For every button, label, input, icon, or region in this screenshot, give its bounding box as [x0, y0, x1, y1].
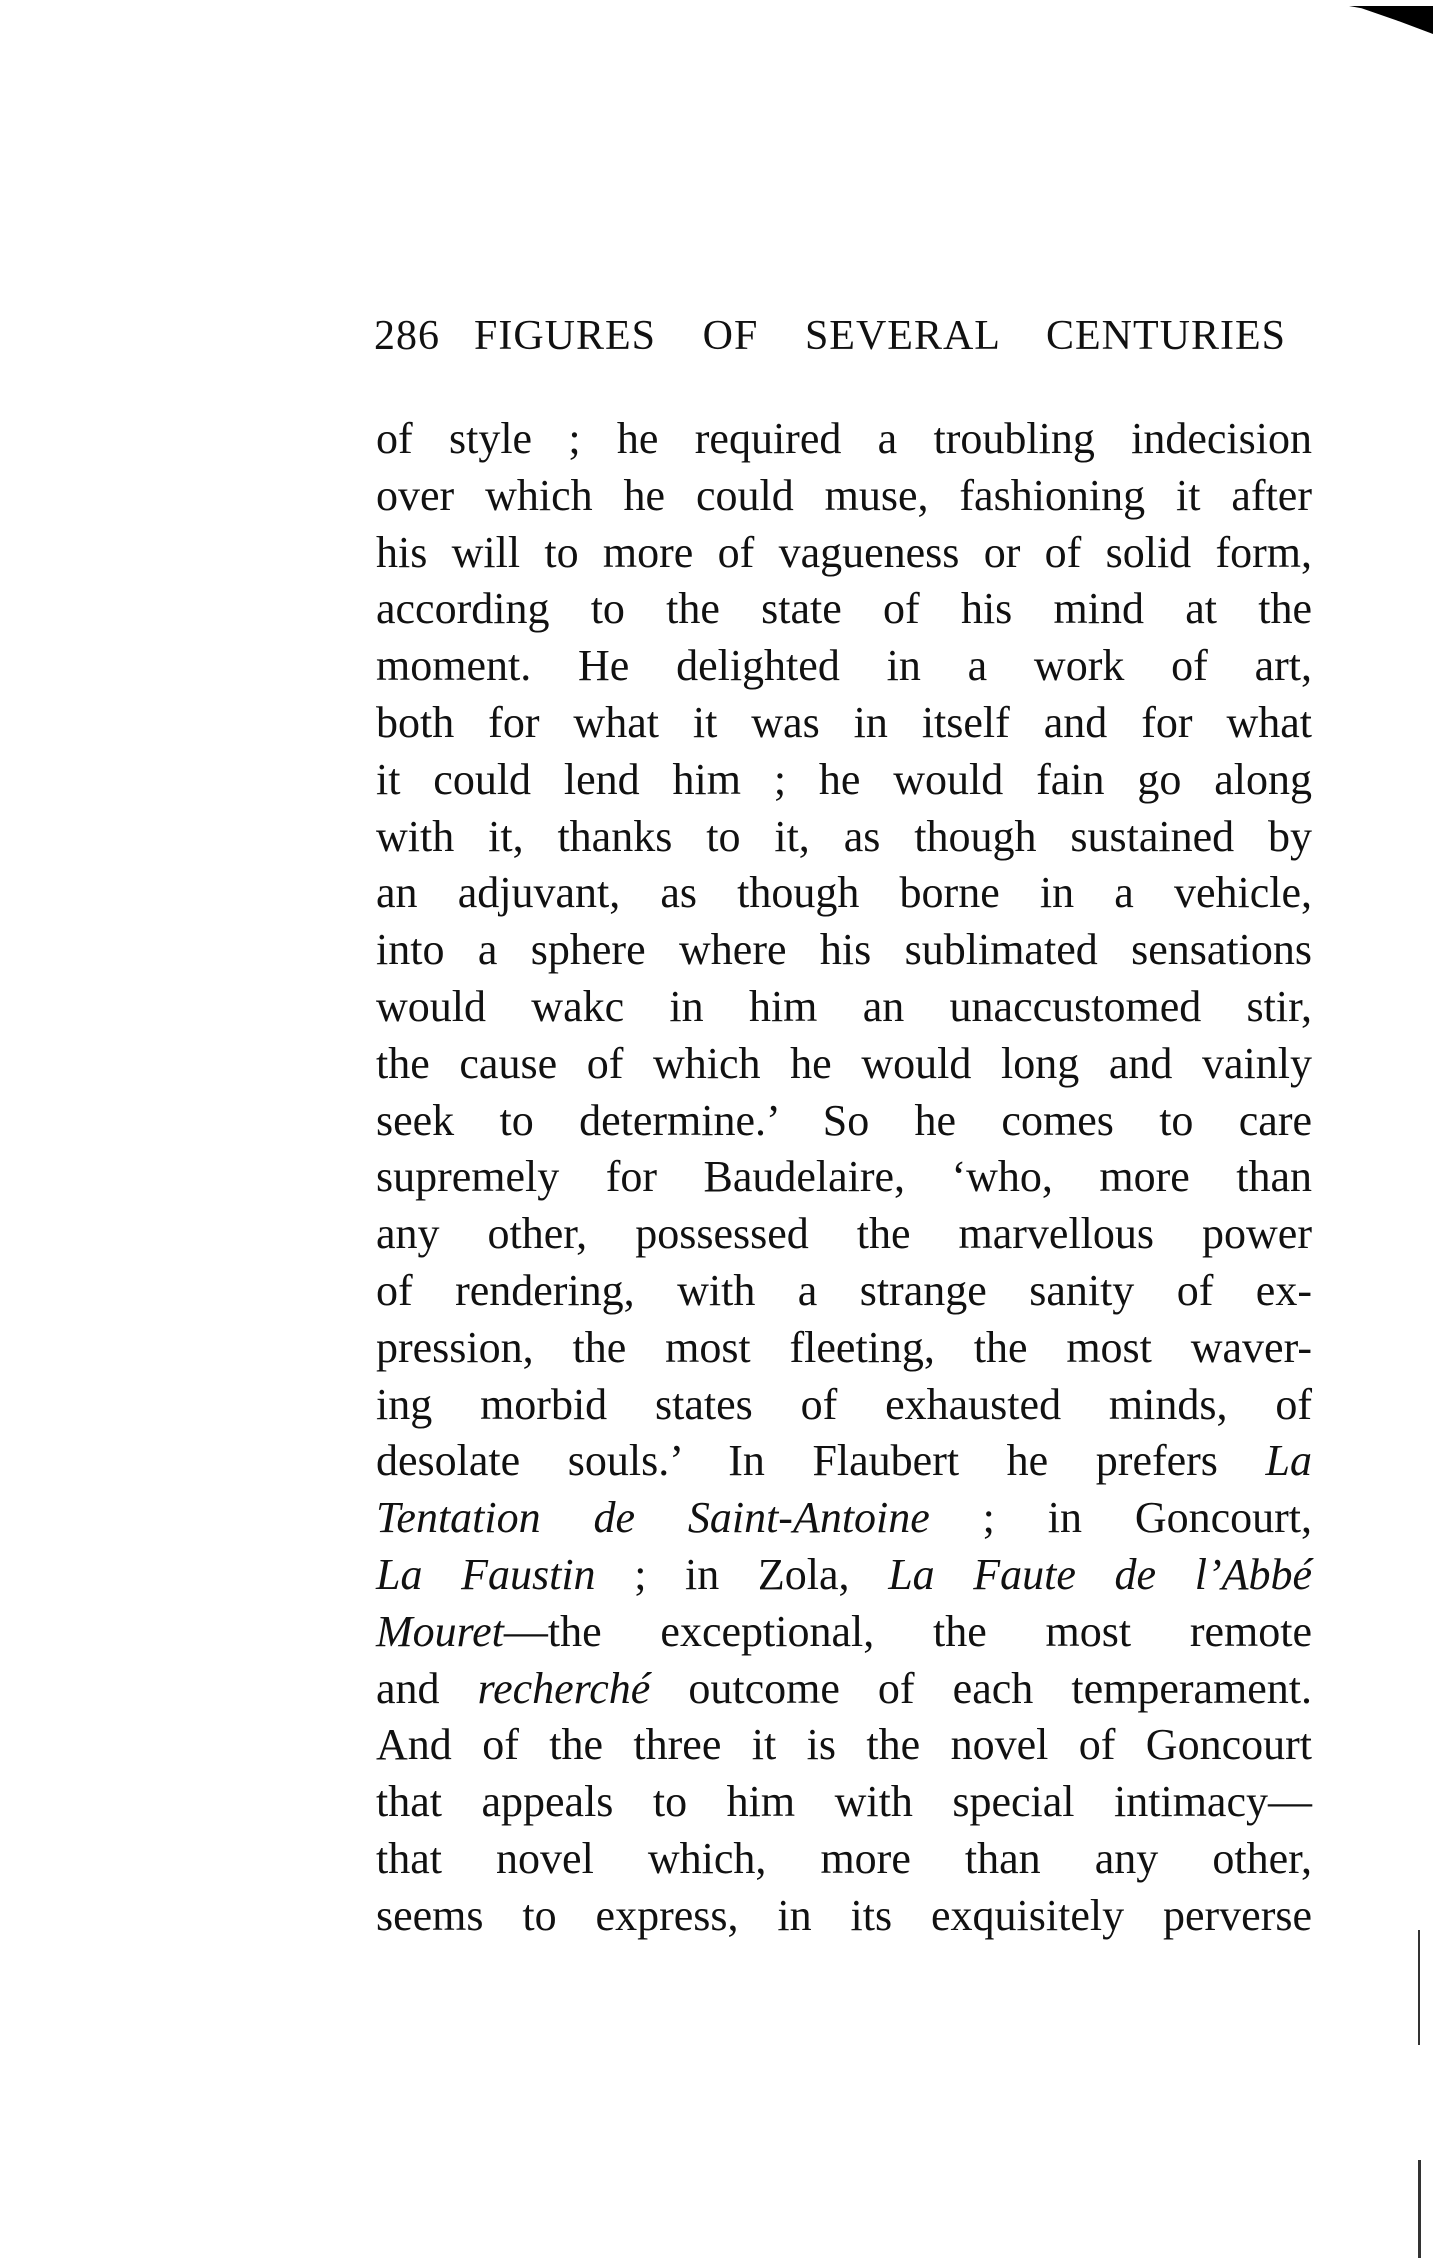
- text-line: [376, 979, 1312, 1036]
- italic-text: Tentation de Saint-Antoine: [376, 1493, 930, 1543]
- text-segment: both for what it was in itself and for what: [376, 697, 1312, 747]
- text-line: [376, 1604, 1312, 1661]
- text-line: [376, 1774, 1312, 1831]
- italic-text: La: [1265, 1436, 1312, 1486]
- text-segment: outcome of each temperament.: [650, 1663, 1313, 1713]
- running-title: FIGURES OF SEVERAL CENTURIES: [474, 313, 1286, 359]
- scan-edge-line: [1418, 2160, 1421, 2258]
- text-line: [376, 1320, 1312, 1377]
- text-segment: And of the three it is the novel of Goncourt: [376, 1720, 1312, 1770]
- text-segment: into a sphere where his sublimated sensations: [376, 925, 1312, 975]
- text-line: [376, 865, 1312, 922]
- text-segment: would wakc in him an unaccustomed stir,: [376, 981, 1312, 1031]
- text-segment: seems to express, in its exquisitely perverse: [376, 1890, 1312, 1940]
- text-line: [376, 638, 1312, 695]
- text-segment: his will to more of vagueness or of solid form,: [376, 527, 1312, 577]
- text-segment: the cause of which he would long and vainly: [376, 1038, 1312, 1088]
- text-line: [376, 1661, 1312, 1718]
- text-line: [376, 525, 1312, 582]
- text-segment: that appeals to him with special intimacy—: [376, 1777, 1312, 1827]
- text-line: [376, 695, 1312, 752]
- text-line: [376, 1377, 1312, 1434]
- text-line: [376, 1490, 1312, 1547]
- text-segment: moment. He delighted in a work of art,: [376, 641, 1312, 691]
- text-line: [376, 1206, 1312, 1263]
- italic-text: La Faute de l’Abbé: [888, 1549, 1312, 1599]
- text-line: [376, 1547, 1312, 1604]
- text-segment: seek to determine.’ So he comes to care: [376, 1095, 1312, 1145]
- text-segment: —the exceptional, the most remote: [503, 1606, 1312, 1656]
- text-line: [376, 468, 1312, 525]
- text-segment: and: [376, 1663, 478, 1713]
- text-line: [376, 1093, 1312, 1150]
- text-line: [376, 809, 1312, 866]
- text-segment: according to the state of his mind at the: [376, 584, 1312, 634]
- text-segment: ing morbid states of exhausted minds, of: [376, 1379, 1312, 1429]
- text-segment: any other, possessed the marvellous power: [376, 1209, 1312, 1259]
- scan-artifact: [1349, 6, 1433, 34]
- italic-text: La Faustin: [376, 1549, 596, 1599]
- text-line: [376, 1149, 1312, 1206]
- text-segment: it could lend him ; he would fain go along: [376, 754, 1312, 804]
- text-line: [376, 1433, 1312, 1490]
- text-segment: with it, thanks to it, as though sustained by: [376, 811, 1312, 861]
- italic-text: Mouret: [376, 1606, 504, 1656]
- text-line: [376, 1263, 1312, 1320]
- text-segment: of style ; he required a troubling indecision: [376, 414, 1312, 463]
- text-line: [376, 752, 1312, 809]
- text-line: [376, 922, 1312, 979]
- text-segment: an adjuvant, as though borne in a vehicle,: [376, 868, 1312, 918]
- text-line: [376, 1888, 1312, 1945]
- text-line: [376, 1036, 1312, 1093]
- text-segment: that novel which, more than any other,: [376, 1833, 1312, 1883]
- text-segment: ; in Goncourt,: [929, 1493, 1312, 1543]
- text-segment: over which he could muse, fashioning it after: [376, 470, 1312, 520]
- text-segment: of rendering, with a strange sanity of ex-: [376, 1265, 1312, 1315]
- text-line: [376, 581, 1312, 638]
- italic-text: recherché: [477, 1663, 651, 1713]
- body-text: [376, 411, 1312, 1945]
- text-segment: pression, the most fleeting, the most waver-: [376, 1322, 1312, 1372]
- page-number: 286: [374, 313, 440, 359]
- text-line: [376, 1717, 1312, 1774]
- text-segment: desolate souls.’ In Flaubert he prefers: [376, 1436, 1266, 1486]
- text-line: [376, 1831, 1312, 1888]
- text-line: [376, 411, 1312, 468]
- running-header: [374, 312, 1286, 360]
- text-segment: ; in Zola,: [595, 1549, 889, 1599]
- scan-edge-line: [1418, 1930, 1420, 2045]
- text-segment: supremely for Baudelaire, ‘who, more than: [376, 1152, 1312, 1202]
